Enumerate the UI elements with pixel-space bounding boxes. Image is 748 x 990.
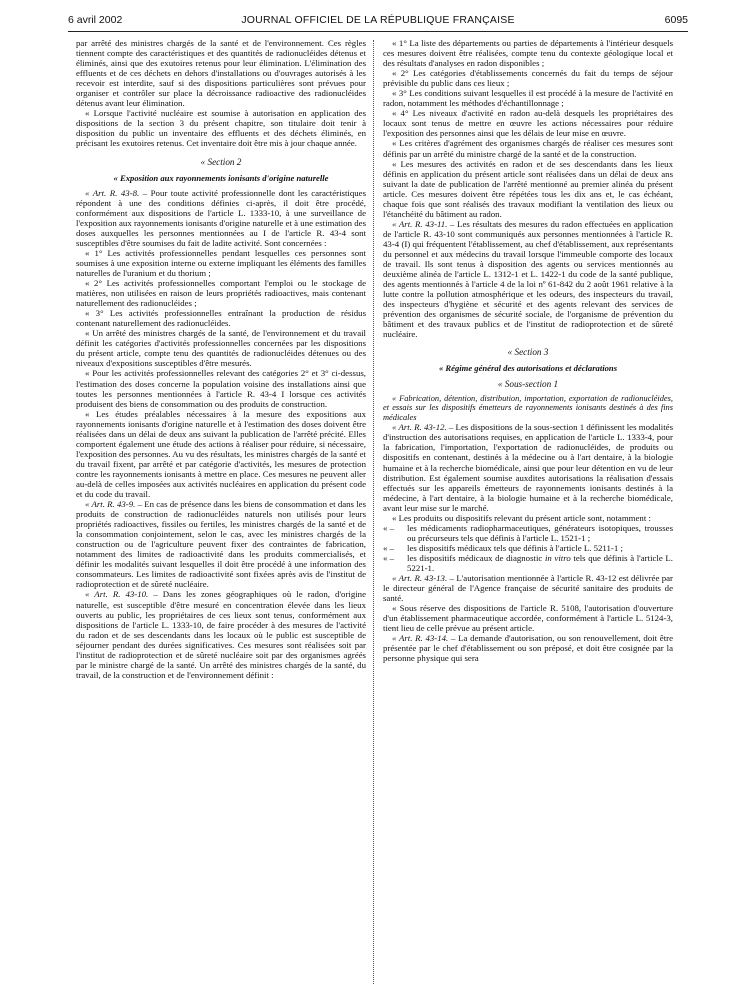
list-dash: « – [383, 542, 395, 553]
article-text: – Dans les zones géographiques où le radon, d'origine naturelle, est susceptible d'être mesuré en concentration élevée dans les lieux ouverts au public, les propriétaires de ces lieux sont tenus, conformément aux dispositions de l'article L. 1333-10, de faire procéder à des mesures de l'activité du radon et de ses descendants dans les locaux où le public est susceptible de séjourner pendant des durées significatives. Ces mesures sont réalisées soit par l'institut de radioprotection et de sûreté nucléaire soit par des organismes agréés par le ministre chargé de la santé. Un arrêté des ministres chargés de la santé, du travail, de la construction et de l'environnement définit : [76, 589, 366, 680]
paragraph: « Les critères d'agrément des organismes chargés de réaliser ces mesures sont définis par un arrêté du ministre chargé de la santé et de la construction. [383, 138, 673, 159]
list-item: « – les dispositifs médicaux tels que définis à l'article L. 5211-1 ; [383, 542, 623, 553]
publication-date: 6 avril 2002 [68, 14, 123, 26]
article-paragraph [76, 499, 366, 589]
article-paragraph [383, 633, 673, 663]
paragraph: « Un arrêté des ministres chargés de la santé, de l'environnement et du travail définit les catégories d'activités professionnelles concernées par les dispositions du présent article, compte tenu des quantités de radionucléides détenues ou des niveaux d'expositions susceptibles d'être mesurés. [76, 328, 366, 369]
list-item: « 3° Les conditions suivant lesquelles il est procédé à la mesure de l'activité en radon, notamment les méthodes d'échantillonnage ; [383, 88, 673, 109]
list-item: « – les médicaments radiopharmaceutiques, générateurs isotopiques, trousses ou précurseurs tels que définis à l'article L. 1521-1 ; [383, 522, 673, 543]
subsection-heading: « Sous-section 1 [497, 378, 559, 389]
list-item: « 2° Les activités professionnelles comportant l'emploi ou le stockage de matières, non utilisées en raison de leurs propriétés radioactives, mais contenant naturellement des radionucléides ; [76, 278, 366, 309]
section-heading: « Section 2 [200, 156, 242, 167]
article-text: – En cas de présence dans les biens de consommation et dans les produits de construction de radionucléides naturels non utilisés pour leurs propriétés radioactives, fissiles ou fertiles, les ministres chargés de la santé et de la consommation conjointement, selon le cas, avec les ministres chargés de la construction ou de l'agriculture peuvent fixer des contraintes de fabrication, notamment des limites de radioactivité dans les produits commercialisés, et définir les modalités suivant lesquelles il doit être procédé à une information des consommateurs. Les limites de radioactivité sont fixées après avis de l'institut de radioprotection et de sûreté nucléaire. [76, 499, 366, 590]
article-paragraph [76, 188, 366, 248]
section-heading: « Section 3 [507, 347, 549, 358]
header-rule [68, 31, 688, 32]
list-item: « 2° Les catégories d'établissements concernés du fait du temps de séjour prévisible du public dans ces lieux ; [383, 68, 673, 89]
left-column [76, 38, 366, 680]
paragraph: « Les produits ou dispositifs relevant du présent article sont, notamment : [392, 512, 651, 523]
paragraph: « Les études préalables nécessaires à la mesure des expositions aux rayonnements ionisants d'origine naturelle et à l'estimation des doses doivent être réalisées dans un délai de deux ans suivant la publication de l'arrêté précité. Elles comportent également une étude des actions à réaliser pour réduire, si nécessaire, l'exposition des personnes. Au vu des résultats, les ministres chargés de la santé et du travail fixent, par arrêté et par catégorie d'activités, les mesures de protection contre les rayonnements ionisants à mettre en place. Ces mesures ne peuvent aller au-delà de celles imposées aux activités nucléaires en application du présent code et du code du travail. [76, 408, 366, 500]
paragraph: « Les mesures des activités en radon et de ses descendants dans les lieux définis en application du présent article sont réalisées dans un délai de deux ans suivant la date de publication de l'arrêté mentionné au premier alinéa du présent article. Ces mesures doivent être répétées tous les dix ans et, le cas échéant, chaque fois que sont réalisés des travaux modifiant la ventilation des lieux ou l'étanchéité du bâtiment au radon. [383, 158, 673, 219]
paragraph: « Pour les activités professionnelles relevant des catégories 2° et 3° ci-dessus, l'estimation des doses concerne la population voisine des installations ainsi que toutes les personnes mentionnées à l'article R. 43-4 I lorsque ces activités produisent des biens de consommation ou des produits de construction. [76, 368, 366, 409]
article-text: – Les dispositions de la sous-section 1 définissent les modalités d'instruction des autorisations requises, en application de l'article L. 1333-4, pour la fabrication, l'importation, l'exportation de radionucléides, de produits ou dispositifs en contenant, destinés à la médecine ou à l'art dentaire, à la biologie humaine et à la recherche biomédicale, ainsi que pour leur détention en vu de leur distribution. Est également soumise auxdites autorisations la réalisation d'essais effectués sur les appareils émetteurs de rayonnements ionisants destinés à la médecine, à l'art dentaire, à la biologie humaine et à la recherche biomédicale, avant leur mise sur le marché. [383, 422, 673, 513]
subsection-subheading: « Fabrication, détention, distribution, importation, exportation de radionucléides, et essais sur les dispositifs émetteurs de rayonnements ionisants destinés à des fins médicales [383, 393, 673, 422]
paragraph: « Lorsque l'activité nucléaire est soumise à autorisation en application des dispositions de la section 3 du présent chapitre, son titulaire doit tenir à disposition du public un inventaire des effluents et des déchets éliminés, en précisant les exutoires retenus. Cet inventaire doit être mis à jour chaque année. [76, 108, 366, 149]
article-reference: « Art. R. 43-13. [392, 573, 448, 584]
right-column [383, 38, 673, 663]
list-item: « 4° Les niveaux d'activité en radon au-delà desquels les propriétaires des locaux sont tenus de mettre en œuvre les actions nécessaires pour réduire l'exposition des personnes ainsi que les délais de leur mise en œuvre. [383, 108, 673, 139]
section-subheading: « Régime général des autorisations et déclarations [438, 363, 618, 374]
paragraph: par arrêté des ministres chargés de la santé et de l'environnement. Ces règles tiennent compte des caractéristiques et des quantités de radionucléides détenus et éliminés, ainsi que des exutoires retenus pour leur élimination. L'élimination des effluents et de ces déchets en dehors d'installations ou d'ouvrages autorisés à les recevoir est interdite, sauf si des dispositions particulières sont prévues pour organiser et contrôler sur place la décroissance radioactive des radionucléides détenus avant leur élimination. [76, 38, 366, 109]
section-subheading: « Exposition aux rayonnements ionisants d'origine naturelle [113, 172, 329, 183]
journal-title: JOURNAL OFFICIEL DE LA RÉPUBLIQUE FRANÇAISE [241, 14, 515, 26]
list-item: « 3° Les activités professionnelles entraînant la production de résidus contenant naturellement des radionucléides. [76, 308, 366, 329]
product-list [383, 523, 673, 573]
article-reference: « Art. R. 43-14. [392, 633, 449, 644]
page-number: 6095 [664, 14, 688, 26]
list-item: « 1° La liste des départements ou parties de départements à l'intérieur desquels ces mesures doivent être réalisées, compte tenu du contexte géologique local et des résultats d'analyses en radon disponibles ; [383, 38, 673, 69]
article-reference: « Art. R. 43-11. [392, 218, 448, 229]
list-dash: « – [383, 522, 395, 533]
article-paragraph [383, 219, 673, 340]
article-paragraph [383, 573, 673, 603]
article-text: – La demande d'autorisation, ou son renouvellement, doit être présentée par le chef d'établissement ou son préposé, et doit être cosignée par la personne physique qui sera [383, 633, 674, 664]
column-divider [373, 40, 375, 984]
list-dash: « – [383, 552, 395, 563]
page-header [68, 12, 688, 28]
article-reference: « Art. R. 43-8. [85, 187, 140, 198]
article-text: – Pour toute activité professionnelle dont les caractéristiques répondent à une des conditions définies ci-après, il doit être procédé, conformément aux dispositions de l'article L. 1333-10, à une surveillance de l'exposition aux rayonnements ionisants d'origine naturelle et à une estimation des doses auxquelles les personnes mentionnées au I de l'article R. 43-4 sont susceptibles d'être soumises du fait de ladite activité. Sont concernées : [76, 187, 367, 248]
article-paragraph [76, 589, 366, 679]
article-paragraph [383, 422, 673, 512]
list-item: « 1° Les activités professionnelles pendant lesquelles ces personnes sont soumises à une exposition interne ou externe impliquant les éléments des familles naturelles de l'uranium et du thorium ; [76, 247, 366, 278]
article-reference: « Art. R. 43-10. [85, 589, 149, 600]
paragraph: « Sous réserve des dispositions de l'article R. 5108, l'autorisation d'ouverture d'un établissement pharmaceutique accordée, conformément à l'article L. 5124-3, tient lieu de celle prévue au présent article. [383, 603, 673, 634]
article-reference: « Art. R. 43-12. [392, 422, 447, 433]
article-text: – L'autorisation mentionnée à l'article R. 43-12 est délivrée par le directeur général de l'Agence française de sécurité sanitaire des produits de santé. [383, 573, 673, 604]
article-text: – Les résultats des mesures du radon effectuées en application de l'article R. 43-10 sont communiqués aux personnes mentionnées à l'article R. 43-4 (I) qui fréquentent l'établissement, au chef d'établissement, aux représentants du personnel et aux médecins du travail lorsque l'immeuble comporte des locaux de travail. Ils sont tenus à disposition des agents ou services mentionnés au deuxième alinéa de l'article L. 1312-1 et L. 1422-1 du code de la santé publique, des agents mentionnés à l'article 4 de la loi nº 61-842 du 2 août 1961 relative à la lutte contre la pollution atmosphérique et les odeurs, des inspecteurs du travail, des inspecteurs d'hygiène et sécurité et des agents relevant des services de prévention des organismes de sécurité sociale, de l'organisme de prévention du bâtiment et des travaux publics et de l'institut de radioprotection et de sûreté nucléaire. [383, 218, 673, 340]
article-reference: « Art. R. 43-9. [85, 499, 136, 510]
list-item: « – les dispositifs médicaux de diagnostic in vitro tels que définis à l'article L. 5221-1. [383, 552, 673, 573]
